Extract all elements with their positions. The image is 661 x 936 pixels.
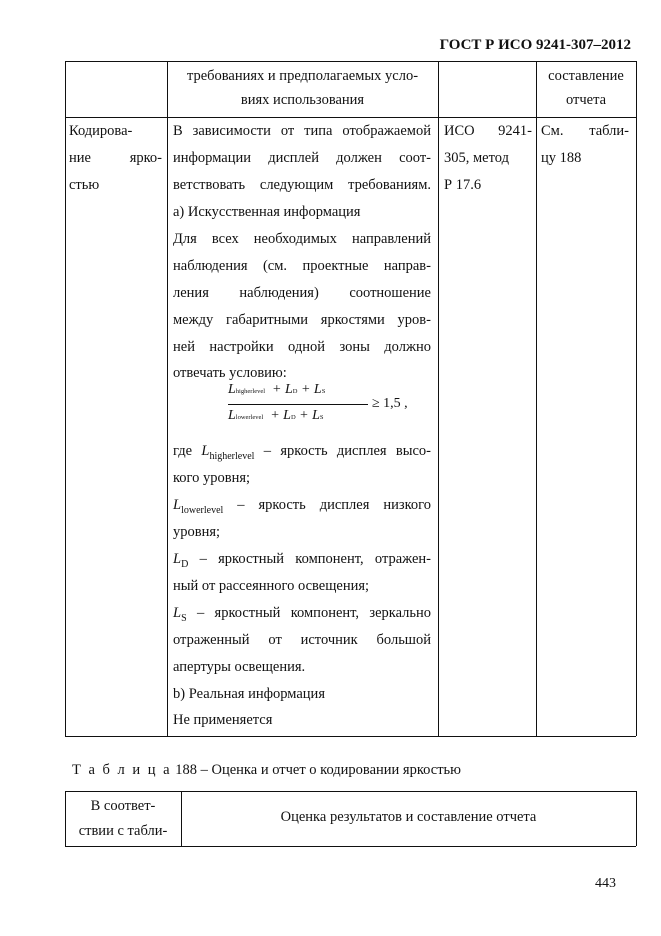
where-line6: ный от рассеянного освещения; [173, 578, 370, 594]
col3-line2: 305, метод [444, 150, 509, 166]
col2-line3: ветствовать следующим требованиям. [173, 177, 431, 193]
col2-line10: отвечать условию: [173, 365, 287, 381]
col1-line2: ние ярко- [69, 150, 162, 166]
col3-line1: ИСО 9241- [444, 123, 532, 139]
t2-col2-header: Оценка результатов и составление отчета [280, 809, 537, 825]
col2-line7: ления наблюдения) соотношение [173, 285, 431, 301]
cont-col4-line1: составление [548, 68, 624, 84]
formula-numerator: Lhigherlevel + LD + LS [228, 382, 326, 397]
col4-line1: См. табли- [541, 123, 629, 139]
col2-line5: Для всех необходимых направлений [173, 231, 431, 247]
col2-line1: В зависимости от типа отображаемой [173, 123, 431, 139]
luminance-ratio-formula [228, 382, 418, 434]
t2-col1-line2: ствии с табли- [78, 823, 168, 839]
where-line7: $L_S$ – яркостный компонент, зеркально [173, 605, 431, 624]
col1-line3: стью [69, 177, 100, 193]
cont-col2-line2: виях использования [240, 92, 365, 108]
col2-line2: информации дисплей должен соот- [173, 150, 431, 166]
formula-rhs: ≥ 1,5 , [372, 396, 408, 411]
where-line8: отраженный от источник большой [173, 632, 431, 648]
col2-line4: а) Искусственная информация [173, 204, 361, 220]
where-line11: Не применяется [173, 712, 273, 728]
fraction-bar [228, 404, 368, 405]
table-caption: Т а б л и ц а 188 – Оценка и отчет о кодировании яркостью [72, 762, 461, 778]
cont-col4-line2: отчета [565, 92, 607, 108]
cont-col2-line1: требованиях и предполагаемых усло- [186, 68, 419, 84]
where-line1: где $L_{higherlevel}$ – яркость дисплея высо- [173, 443, 431, 462]
col2-line6: наблюдения (см. проектные направ- [173, 258, 431, 274]
col2-line9: ней настройки одной зоны должно [173, 339, 431, 355]
where-line9: апертуры освещения. [173, 659, 306, 675]
document-id: ГОСТ Р ИСО 9241-307–2012 [439, 37, 631, 53]
formula-denominator: Llowerlevel + LD + LS [228, 408, 324, 423]
where-line4: уровня; [173, 524, 221, 540]
where-line3: $L_{lowerlevel}$ – яркость дисплея низкого [173, 497, 431, 516]
col2-line8: между габаритными яркостями уров- [173, 312, 431, 328]
where-line5: $L_D$ – яркостный компонент, отражен- [173, 551, 431, 570]
t2-col1-line1: В соответ- [90, 798, 156, 814]
col1-line1: Кодирова- [69, 123, 133, 139]
page-number: 443 [595, 876, 616, 891]
where-line10: b) Реальная информация [173, 686, 325, 702]
where-line2: кого уровня; [173, 470, 251, 486]
col3-line3: Р 17.6 [444, 177, 482, 193]
col4-line2: цу 188 [541, 150, 582, 166]
